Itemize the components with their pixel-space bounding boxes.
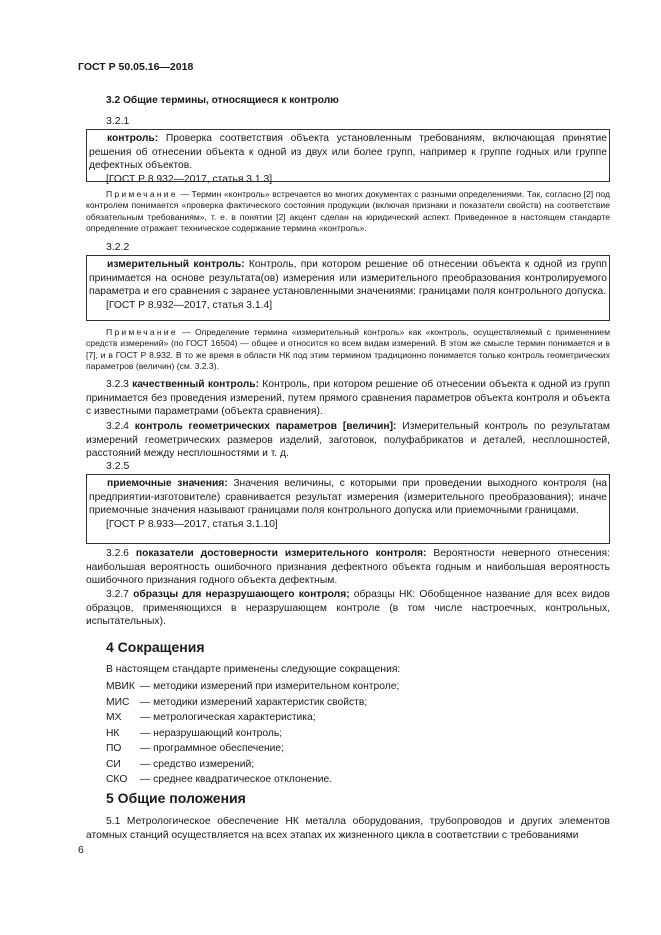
abbreviation: НК [106, 727, 120, 739]
abbreviation: СИ [106, 758, 121, 770]
term-note [86, 189, 610, 235]
abbreviation: ПО [106, 743, 122, 754]
list-item [106, 757, 399, 773]
term-number: 3.2.3 [106, 379, 129, 390]
term-name: качественный контроль: [132, 379, 260, 390]
abbreviation: МВИК [106, 681, 135, 692]
term-paragraph-reliability [86, 547, 610, 588]
term-name: контроль геометрических параметров [величин]: [134, 421, 397, 432]
abbreviation-description: — неразрушающий контроль; [140, 727, 283, 739]
term-definition [89, 477, 607, 518]
term-number: 3.2.6 [106, 548, 129, 559]
term-text: Измерительный контроль по результатам измерений геометрических размеров изделий, заготовок, полуфабрикатов и деталей, несплошностей, расстояний между несплошностями и т. д. [86, 421, 610, 460]
term-note [86, 327, 610, 373]
section-title-4: 4 Сокращения [106, 639, 205, 655]
term-box-measuring-control [86, 255, 610, 321]
list-item [106, 695, 399, 711]
section-title-3-2: 3.2 Общие термины, относящиеся к контролю [106, 95, 339, 106]
term-source: [ГОСТ Р 8.933—2017, статья 3.1.10] [106, 518, 278, 530]
term-text: Значения величины, с которыми при проведении выходного контроля (на предприятии-изготовителе) сравнивается результат измерения (измерительного преобразования); иначе приемочные значения называют границами поля контрольного допуска или приемочными границами. [89, 478, 607, 517]
term-number: 3.2.4 [106, 421, 129, 432]
note-label: Примечание [106, 327, 178, 337]
term-name: измерительный контроль: [107, 259, 245, 270]
abbreviation: МХ [106, 712, 122, 723]
note-text: — Определение термина «измерительный контроль» как «контроль, осуществляемый с применением средств измерений» (по ГОСТ 16504) — общее и относится ко всем видам измерений. В этом же смысле термин понимается и в [7], и в ГОСТ Р 8.932. В то же время в области НК под этим термином традиционно понимается только контроль геометрических параметров (величин) (см. 3.2.3). [86, 327, 610, 372]
term-box-control [86, 129, 610, 185]
term-text: Контроль, при котором решение об отнесении объекта к одной из групп принимается на основе результата(ов) измерения или измерительного преобразования контролируемого параметра и его сравнения с заранее установленными значениями: границами поля контрольного допуска. [89, 259, 607, 298]
term-number: 3.2.5 [106, 460, 130, 472]
list-item [106, 772, 399, 788]
term-name: образцы для неразрушающего контроля; [133, 589, 350, 600]
term-text: Контроль, при котором решение об отнесении объекта к одной из групп принимается без проведения измерений, путем прямого сравнения параметров объекта контроля и объекта с известными параметрами (объекта сравнения). [86, 379, 610, 418]
term-number: 3.2.1 [106, 115, 130, 127]
term-box-acceptance-values [86, 474, 610, 544]
term-text: Проверка соответствия объекта установленным требованиям, включающая принятие решения об отнесении объекта к одной из двух или более групп, например к группе годных или группе дефектных объектов. [89, 133, 607, 172]
term-number: 3.2.7 [106, 589, 129, 600]
abbreviations-intro: В настоящем стандарте применены следующие сокращения: [106, 664, 401, 675]
abbreviation-description: — средство измерений; [140, 758, 255, 770]
list-item [106, 741, 399, 757]
note-text: — Термин «контроль» встречается во многих документах с разными определениями. Так, согласно [2] под контролем понимается «проверка фактического состояния продукции (включая признаки и показатели свойств) на соответствие обязательным требованиям», т. е. в понятии [2] акцент сделан на юридический аспект. Приведенное в настоящем стандарте определение отражает техническое содержание термина «контроль». [86, 189, 610, 234]
term-name: контроль: [107, 133, 159, 144]
list-item [106, 679, 399, 695]
abbreviation-description: — методики измерений характеристик свойств; [140, 696, 368, 708]
abbreviation: МИС [106, 696, 130, 708]
term-number: 3.2.2 [106, 241, 130, 253]
term-definition [89, 132, 607, 173]
term-source: [ГОСТ Р 8.932—2017, статья 3.1.3] [106, 173, 273, 185]
term-paragraph-geometric [86, 420, 610, 461]
term-paragraph-qualitative [86, 378, 610, 419]
abbreviation-description: — методики измерений при измерительном контроле; [140, 681, 400, 692]
abbreviations-list [106, 679, 399, 788]
abbreviation-description: — программное обеспечение; [140, 743, 285, 754]
term-name: приемочные значения: [107, 478, 228, 489]
abbreviation: СКО [106, 774, 128, 785]
document-header: ГОСТ Р 50.05.16—2018 [78, 61, 194, 73]
term-text: Вероятности неверного отнесения: наибольшая вероятность ошибочного признания дефектного объекта годным и наибольшая вероятность ошибочного признания годного объекта дефектным. [86, 548, 610, 587]
list-item [106, 726, 399, 742]
abbreviation-description: — метрологическая характеристика; [140, 712, 316, 723]
note-label: Примечание [106, 189, 178, 199]
abbreviation-description: — среднее квадратическое отклонение. [140, 774, 333, 785]
term-source: [ГОСТ Р 8.932—2017, статья 3.1.4] [106, 299, 273, 311]
page-number: 6 [78, 844, 84, 856]
term-definition [89, 258, 607, 299]
list-item [106, 710, 399, 726]
term-text: образцы НК: Обобщенное название для всех видов образцов, применяющихся в неразрушающем контроле (в том числе настроечных, контрольных, испытательных). [86, 589, 610, 628]
section-title-5: 5 Общие положения [106, 790, 246, 806]
term-name: показатели достоверности измерительного контроля: [135, 548, 427, 559]
term-paragraph-samples [86, 588, 610, 629]
section-5-paragraph: 5.1 Метрологическое обеспечение НК металла оборудования, трубопроводов и других элементов атомных станций осуществляется на всех этапах их жизненного цикла в соответствии с требованиями [86, 816, 610, 841]
